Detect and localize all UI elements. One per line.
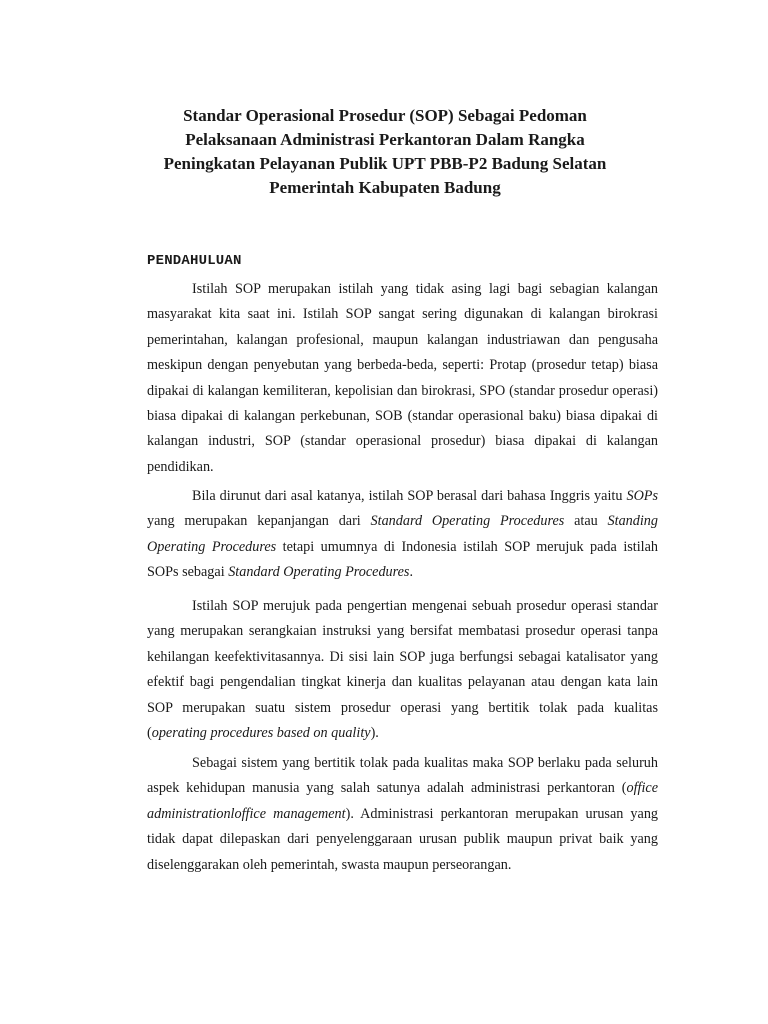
title-line-1: Standar Operasional Prosedur (SOP) Sebagai Pedoman	[183, 106, 587, 125]
document-title	[120, 104, 650, 200]
paragraph-2-text-5: .	[409, 564, 413, 581]
paragraph-4-text-1: Sebagai sistem yang bertitik tolak pada kualitas maka SOP berlaku pada seluruh aspek kehidupan manusia yang salah satunya adalah administrasi perkantoran (	[147, 755, 658, 797]
paragraph-3-text-1: Istilah SOP merujuk pada pengertian mengenai sebuah prosedur operasi standar yang merupakan serangkaian instruksi yang bersifat membatasi prosedur operasi tanpa kehilangan keefektivitasannya. Di sisi lain SOP juga berfungsi sebagai katalisator yang efektif bagi pengendalian tingkat kinerja dan kualitas pelayanan atau dengan kata lain SOP merupakan suatu sistem prosedur operasi yang bertitik tolak pada kualitas (	[147, 598, 658, 742]
paragraph-4-text-2: ). Administrasi perkantoran merupakan urusan yang tidak dapat dilepaskan dari penyelenggaraan urusan publik maupun privat baik yang diselenggarakan oleh pemerintah, swasta maupun perseorangan.	[147, 805, 659, 873]
title-line-4: Pemerintah Kabupaten Badung	[269, 178, 501, 197]
paragraph-4	[147, 751, 658, 878]
paragraph-3	[147, 594, 658, 746]
title-line-3: Peningkatan Pelayanan Publik UPT PBB-P2 Badung Selatan	[163, 154, 607, 173]
paragraph-1: Istilah SOP merupakan istilah yang tidak asing lagi bagi sebagian kalangan masyarakat kita saat ini. Istilah SOP sangat sering digunakan di kalangan birokrasi pemerintahan, kalangan profesional, maupun kalangan industriawan dan pengusaha meskipun dengan penyebutan yang berbeda-beda, seperti: Protap (prosedur tetap) biasa dipakai di kalangan kemiliteran, kepolisian dan birokrasi, SPO (standar prosedur operasi) biasa dipakai di kalangan perkebunan, SOB (standar operasional baku) biasa dipakai di kalangan industri, SOP (standar operasional prosedur) biasa dipakai di kalangan pendidikan.	[147, 281, 658, 475]
section-heading: PENDAHULUAN	[147, 253, 242, 269]
paragraph-2-text-1: Bila dirunut dari asal katanya, istilah SOP berasal dari bahasa Inggris yaitu	[192, 488, 627, 504]
paragraph-2-text-4: tetapi umumnya di Indonesia istilah SOP merujuk pada istilah SOPs sebagai	[147, 538, 658, 581]
paragraph-2-text-2: yang merupakan kepanjangan dari	[147, 513, 371, 530]
paragraph-2	[147, 484, 658, 586]
title-line-2: Pelaksanaan Administrasi Perkantoran Dalam Rangka	[185, 130, 585, 149]
paragraph-3-text-2: ).	[370, 725, 379, 742]
paragraph-2-italic-4: Standard Operating Procedures	[228, 564, 410, 581]
paragraph-2-italic-1: SOPs	[626, 488, 658, 504]
paragraph-2-italic-2: Standard Operating Procedures	[370, 513, 565, 530]
paragraph-4-italic-1: office administrationloffice management	[147, 780, 658, 822]
paragraph-2-italic-3: Standing Operating Procedures	[147, 513, 658, 555]
paragraph-3-italic-1: operating procedures based on quality	[151, 725, 371, 742]
paragraph-2-text-3: atau	[564, 513, 608, 530]
